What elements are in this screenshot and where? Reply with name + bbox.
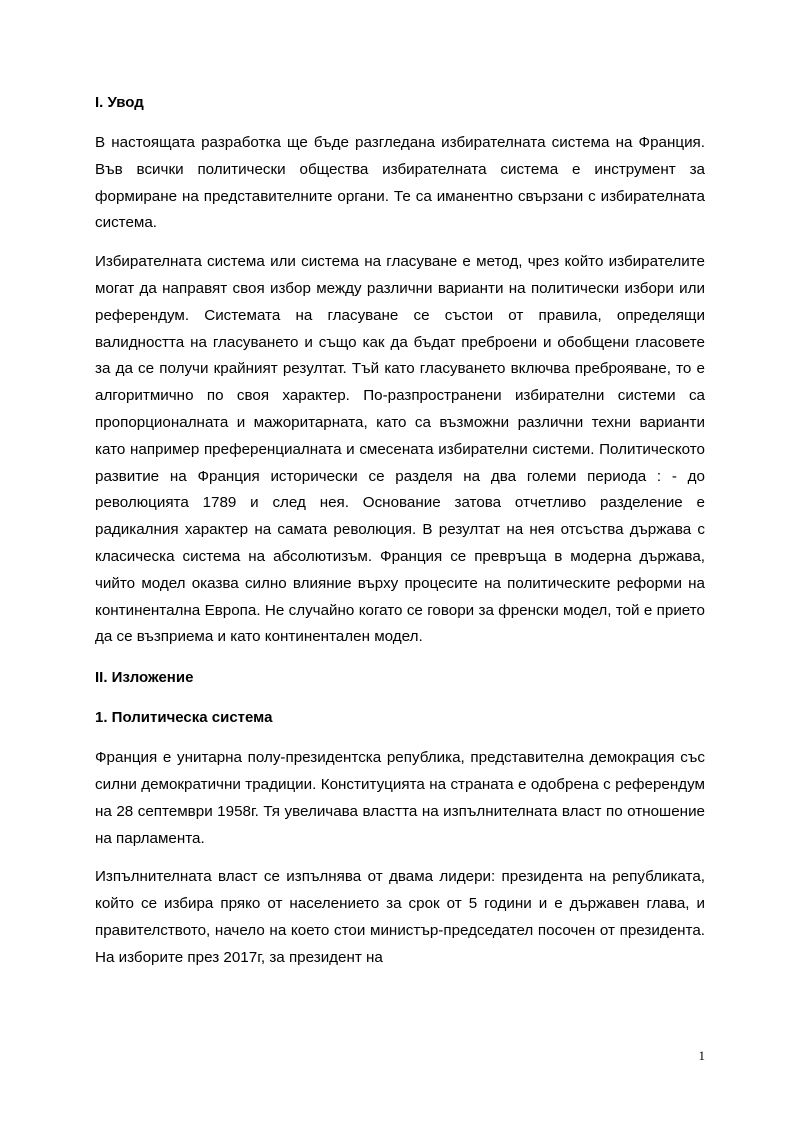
section-heading-exposition: II. Изложение (95, 669, 194, 687)
paragraph: В настоящата разработка ще бъде разгледана избирателната система на Франция. Във всички политически общества избирателната система е инструмент за формиране на представителните органи. Те са иманентно свързани с избирателната система. (95, 134, 705, 232)
section-heading-intro: I. Увод (95, 94, 144, 111)
document-page (95, 90, 705, 972)
paragraph: Франция е унитарна полу-президентска република, представителна демокрация със силни демократични традиции. Конституцията на страната е одобрена с референдум на 28 септември 1958г. Тя увеличава властта на изпълнителната власт по отношение на парламента. (95, 749, 705, 847)
subsection-heading-political-system: 1. Политическа система (95, 709, 273, 727)
paragraph: Изпълнителната власт се изпълнява от двама лидери: президента на републиката, който се избира пряко от населението за срок от 5 години и е държавен глава, и правителството, начело на което стои министър-председател посочен от президента. На изборите през 2017г, за президент на (95, 868, 705, 966)
paragraph: Избирателната система или система на гласуване е метод, чрез който избирателите могат да направят своя избор между различни варианти на политически избори или референдум. Системата на гласуване се състои от правила, определящи валидността на гласуването и също как да бъдат преброени и обобщени гласовете за да се получи крайният резултат. Тъй като гласуването включва преброяване, то е алгоритмично по своя характер. По-разпространени избирателни системи са пропорционалната и мажоритарната, като са възможни различни техни варианти като например преференциалната и смесената избирателни системи. Политическото развитие на Франция исторически се разделя на два големи периода : - до революцията 1789 и след нея. Основание затова отчетливо разделение е радикалния характер на самата революция. В резултат на нея отсъства държава с класическа система на абсолютизъм. Франция се превръща в модерна държава, чийто модел оказва силно влияние върху процесите на политическите реформи на континентална Европа. Не случайно когато се говори за френски модел, той е прието да се възприема и като континентален модел. (95, 253, 705, 646)
page-number: 1 (698, 1048, 705, 1063)
